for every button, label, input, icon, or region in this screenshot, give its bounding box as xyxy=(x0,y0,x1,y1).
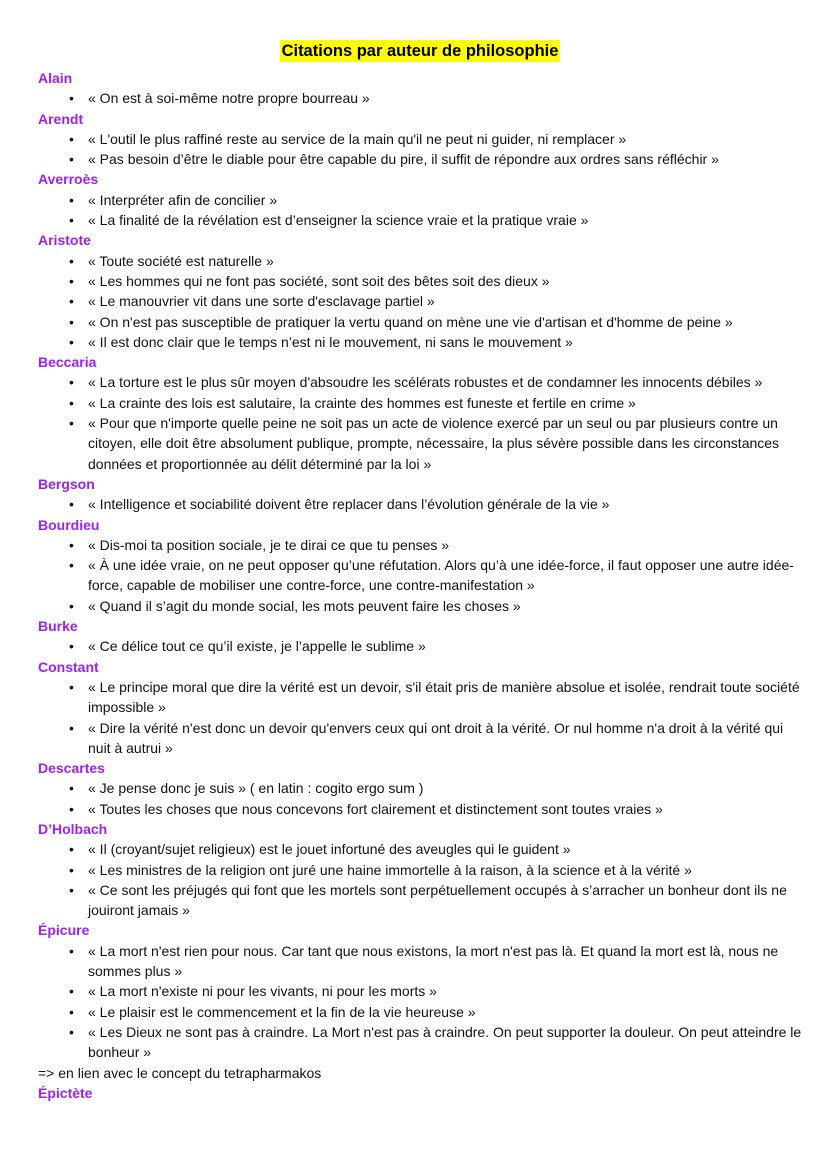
author-name: Burke xyxy=(38,618,78,635)
quote-item xyxy=(69,149,802,169)
quote-text: « L'outil le plus raffiné reste au service de la main qu'il ne peut ni guider, ni remplacer » xyxy=(88,130,627,147)
author-name: Constant xyxy=(38,658,99,675)
author-name: Beccaria xyxy=(38,354,97,371)
bullet-icon: • xyxy=(69,780,74,797)
author-name: Bergson xyxy=(38,475,95,492)
quote-text: « Ce délice tout ce qu’il existe, je l’appelle le sublime » xyxy=(88,638,426,655)
quote-list xyxy=(38,677,802,758)
bullet-icon: • xyxy=(69,90,74,107)
quote-text: « La crainte des lois est salutaire, la crainte des hommes est funeste et fertile en crime » xyxy=(88,394,636,411)
author-section xyxy=(38,109,802,170)
bullet-icon: • xyxy=(69,313,74,330)
quote-text: « La mort n'est rien pour nous. Car tant que nous existons, la mort n'est pas là. Et quand la mort est là, nous ne sommes plus » xyxy=(88,942,779,980)
author-section xyxy=(38,169,802,230)
author-section xyxy=(38,657,802,758)
bullet-icon: • xyxy=(69,191,74,208)
quote-text: « Il est donc clair que le temps n’est ni le mouvement, ni sans le mouvement » xyxy=(88,333,573,350)
bullet-icon: • xyxy=(69,151,74,168)
author-section xyxy=(38,920,802,1082)
quote-list xyxy=(38,88,802,108)
quote-text: « À une idée vraie, on ne peut opposer qu’une réfutation. Alors qu’à une idée-force, il faut opposer une autre idée-force, capable de mobiliser une contre-force, une contre-manifestation » xyxy=(88,557,794,594)
quote-item xyxy=(69,291,802,311)
quote-item xyxy=(69,636,802,656)
quote-item xyxy=(69,190,802,210)
bullet-icon: • xyxy=(69,293,74,310)
quote-item xyxy=(69,129,802,149)
author-name: Alain xyxy=(38,70,73,86)
page-title: Citations par auteur de philosophie xyxy=(281,42,559,60)
author-section xyxy=(38,68,802,109)
quote-item xyxy=(69,981,802,1001)
quote-item xyxy=(69,393,802,413)
quote-text: « Intelligence et sociabilité doivent être replacer dans l’évolution générale de la vie » xyxy=(88,496,610,513)
quote-list xyxy=(38,190,802,231)
author-section xyxy=(38,515,802,616)
quote-item xyxy=(69,718,802,759)
quote-text: « La finalité de la révélation est d’enseigner la science vraie et la pratique vraie » xyxy=(88,212,589,229)
bullet-icon: • xyxy=(69,557,74,574)
quote-item xyxy=(69,941,802,982)
quote-text: « Pour que n'importe quelle peine ne soit pas un acte de violence exercé par un seul ou par plusieurs contre un citoyen, elle doit être absolument publique, prompte, nécessaire, la plus sévère possible dans les circonstances données et proportionnée au délit déterminé par la loi » xyxy=(88,415,780,472)
quote-list xyxy=(38,129,802,170)
quote-item xyxy=(69,210,802,230)
bullet-icon: • xyxy=(69,678,74,695)
author-name: Épictète xyxy=(38,1084,93,1101)
bullet-icon: • xyxy=(69,881,74,898)
quote-text: « Le manouvrier vit dans une sorte d'esclavage partiel » xyxy=(88,293,435,310)
author-name: Épicure xyxy=(38,922,90,939)
quote-item xyxy=(69,413,802,474)
bullet-icon: • xyxy=(69,212,74,229)
quote-text: « Les ministres de la religion ont juré une haine immortelle à la raison, à la science et à la vérité » xyxy=(88,861,692,878)
title-container xyxy=(38,40,802,66)
quote-item xyxy=(69,494,802,514)
quote-text: « Ce sont les préjugés qui font que les mortels sont perpétuellement occupés à s’arracher un bonheur dont ils ne jouiront jamais » xyxy=(88,881,787,919)
quote-item xyxy=(69,251,802,271)
bullet-icon: • xyxy=(69,1003,74,1020)
author-section xyxy=(38,616,802,657)
quote-item xyxy=(69,555,802,596)
quote-item xyxy=(69,535,802,555)
quote-item xyxy=(69,312,802,332)
quote-list xyxy=(38,535,802,616)
bullet-icon: • xyxy=(69,333,74,350)
quote-text: « Dire la vérité n'est donc un devoir qu'envers ceux qui ont droit à la vérité. Or nul homme n'a droit à la vérité qui nuit à autrui » xyxy=(88,719,784,756)
quote-text: « Quand il s’agit du monde social, les mots peuvent faire les choses » xyxy=(88,597,521,614)
quote-text: « Toutes les choses que nous concevons fort clairement et distinctement sont toutes vraies » xyxy=(88,800,663,817)
quote-item xyxy=(69,1022,802,1063)
author-section xyxy=(38,474,802,515)
bullet-icon: • xyxy=(69,861,74,878)
quote-text: « Interpréter afin de concilier » xyxy=(88,191,278,208)
author-name: Aristote xyxy=(38,232,91,249)
author-section xyxy=(38,758,802,819)
quote-text: « Les hommes qui ne font pas société, sont soit des bêtes soit des dieux » xyxy=(88,272,550,289)
quote-text: « Dis-moi ta position sociale, je te dirai ce que tu penses » xyxy=(88,536,450,553)
quote-text: « Toute société est naturelle » xyxy=(88,252,274,269)
quote-text: « Les Dieux ne sont pas à craindre. La Mort n'est pas à craindre. On peut supporter la douleur. On peut atteindre le bonheur » xyxy=(88,1023,802,1061)
bullet-icon: • xyxy=(69,496,74,513)
author-section xyxy=(38,230,802,352)
author-name: Arendt xyxy=(38,110,84,127)
quote-item xyxy=(69,88,802,108)
author-section xyxy=(38,1083,802,1103)
bullet-icon: • xyxy=(69,272,74,289)
author-name: D’Holbach xyxy=(38,820,108,837)
bullet-icon: • xyxy=(69,942,74,959)
quote-list xyxy=(38,494,802,514)
quote-list xyxy=(38,636,802,656)
quote-item xyxy=(69,880,802,921)
quote-list xyxy=(38,839,802,920)
quote-list xyxy=(38,941,802,1063)
author-note: => en lien avec le concept du tetrapharmakos xyxy=(38,1064,322,1081)
quote-text: « Il (croyant/sujet religieux) est le jouet infortuné des aveugles qui le guident » xyxy=(88,841,571,858)
quote-item xyxy=(69,271,802,291)
bullet-icon: • xyxy=(69,130,74,147)
quote-item xyxy=(69,372,802,392)
quote-item xyxy=(69,596,802,616)
quote-list xyxy=(38,372,802,473)
quote-list xyxy=(38,778,802,819)
bullet-icon: • xyxy=(69,536,74,553)
quote-text: « Le principe moral que dire la vérité est un devoir, s'il était pris de manière absolue et isolée, rendrait toute société impossible » xyxy=(88,678,800,716)
bullet-icon: • xyxy=(69,597,74,614)
bullet-icon: • xyxy=(69,1023,74,1040)
quote-item xyxy=(69,860,802,880)
quote-list xyxy=(38,251,802,352)
bullet-icon: • xyxy=(69,252,74,269)
quote-item xyxy=(69,799,802,819)
bullet-icon: • xyxy=(69,841,74,858)
author-section xyxy=(38,352,802,474)
quote-text: « Je pense donc je suis » ( en latin : cogito ergo sum ) xyxy=(88,780,424,797)
author-name: Bourdieu xyxy=(38,516,100,533)
bullet-icon: • xyxy=(69,983,74,1000)
bullet-icon: • xyxy=(69,638,74,655)
bullet-icon: • xyxy=(69,800,74,817)
bullet-icon: • xyxy=(69,374,74,391)
quote-item xyxy=(69,778,802,798)
quote-text: « La torture est le plus sûr moyen d'absoudre les scélérats robustes et de condamner les innocents débiles » xyxy=(88,374,763,391)
quote-text: « La mort n'existe ni pour les vivants, ni pour les morts » xyxy=(88,983,437,1000)
quote-item xyxy=(69,677,802,718)
bullet-icon: • xyxy=(69,394,74,411)
author-section xyxy=(38,819,802,920)
bullet-icon: • xyxy=(69,719,74,736)
quote-item xyxy=(69,332,802,352)
author-list xyxy=(38,68,802,1103)
quote-item xyxy=(69,839,802,859)
quote-text: « On est à soi-même notre propre bourreau » xyxy=(88,90,370,107)
quote-text: « Pas besoin d’être le diable pour être capable du pire, il suffit de répondre aux ordres sans réfléchir » xyxy=(88,151,719,168)
quote-item xyxy=(69,1002,802,1022)
bullet-icon: • xyxy=(69,415,74,432)
quote-text: « On n'est pas susceptible de pratiquer la vertu quand on mène une vie d'artisan et d'homme de peine » xyxy=(88,313,733,330)
quote-text: « Le plaisir est le commencement et la fin de la vie heureuse » xyxy=(88,1003,476,1020)
author-name: Descartes xyxy=(38,760,105,777)
author-name: Averroès xyxy=(38,171,99,188)
